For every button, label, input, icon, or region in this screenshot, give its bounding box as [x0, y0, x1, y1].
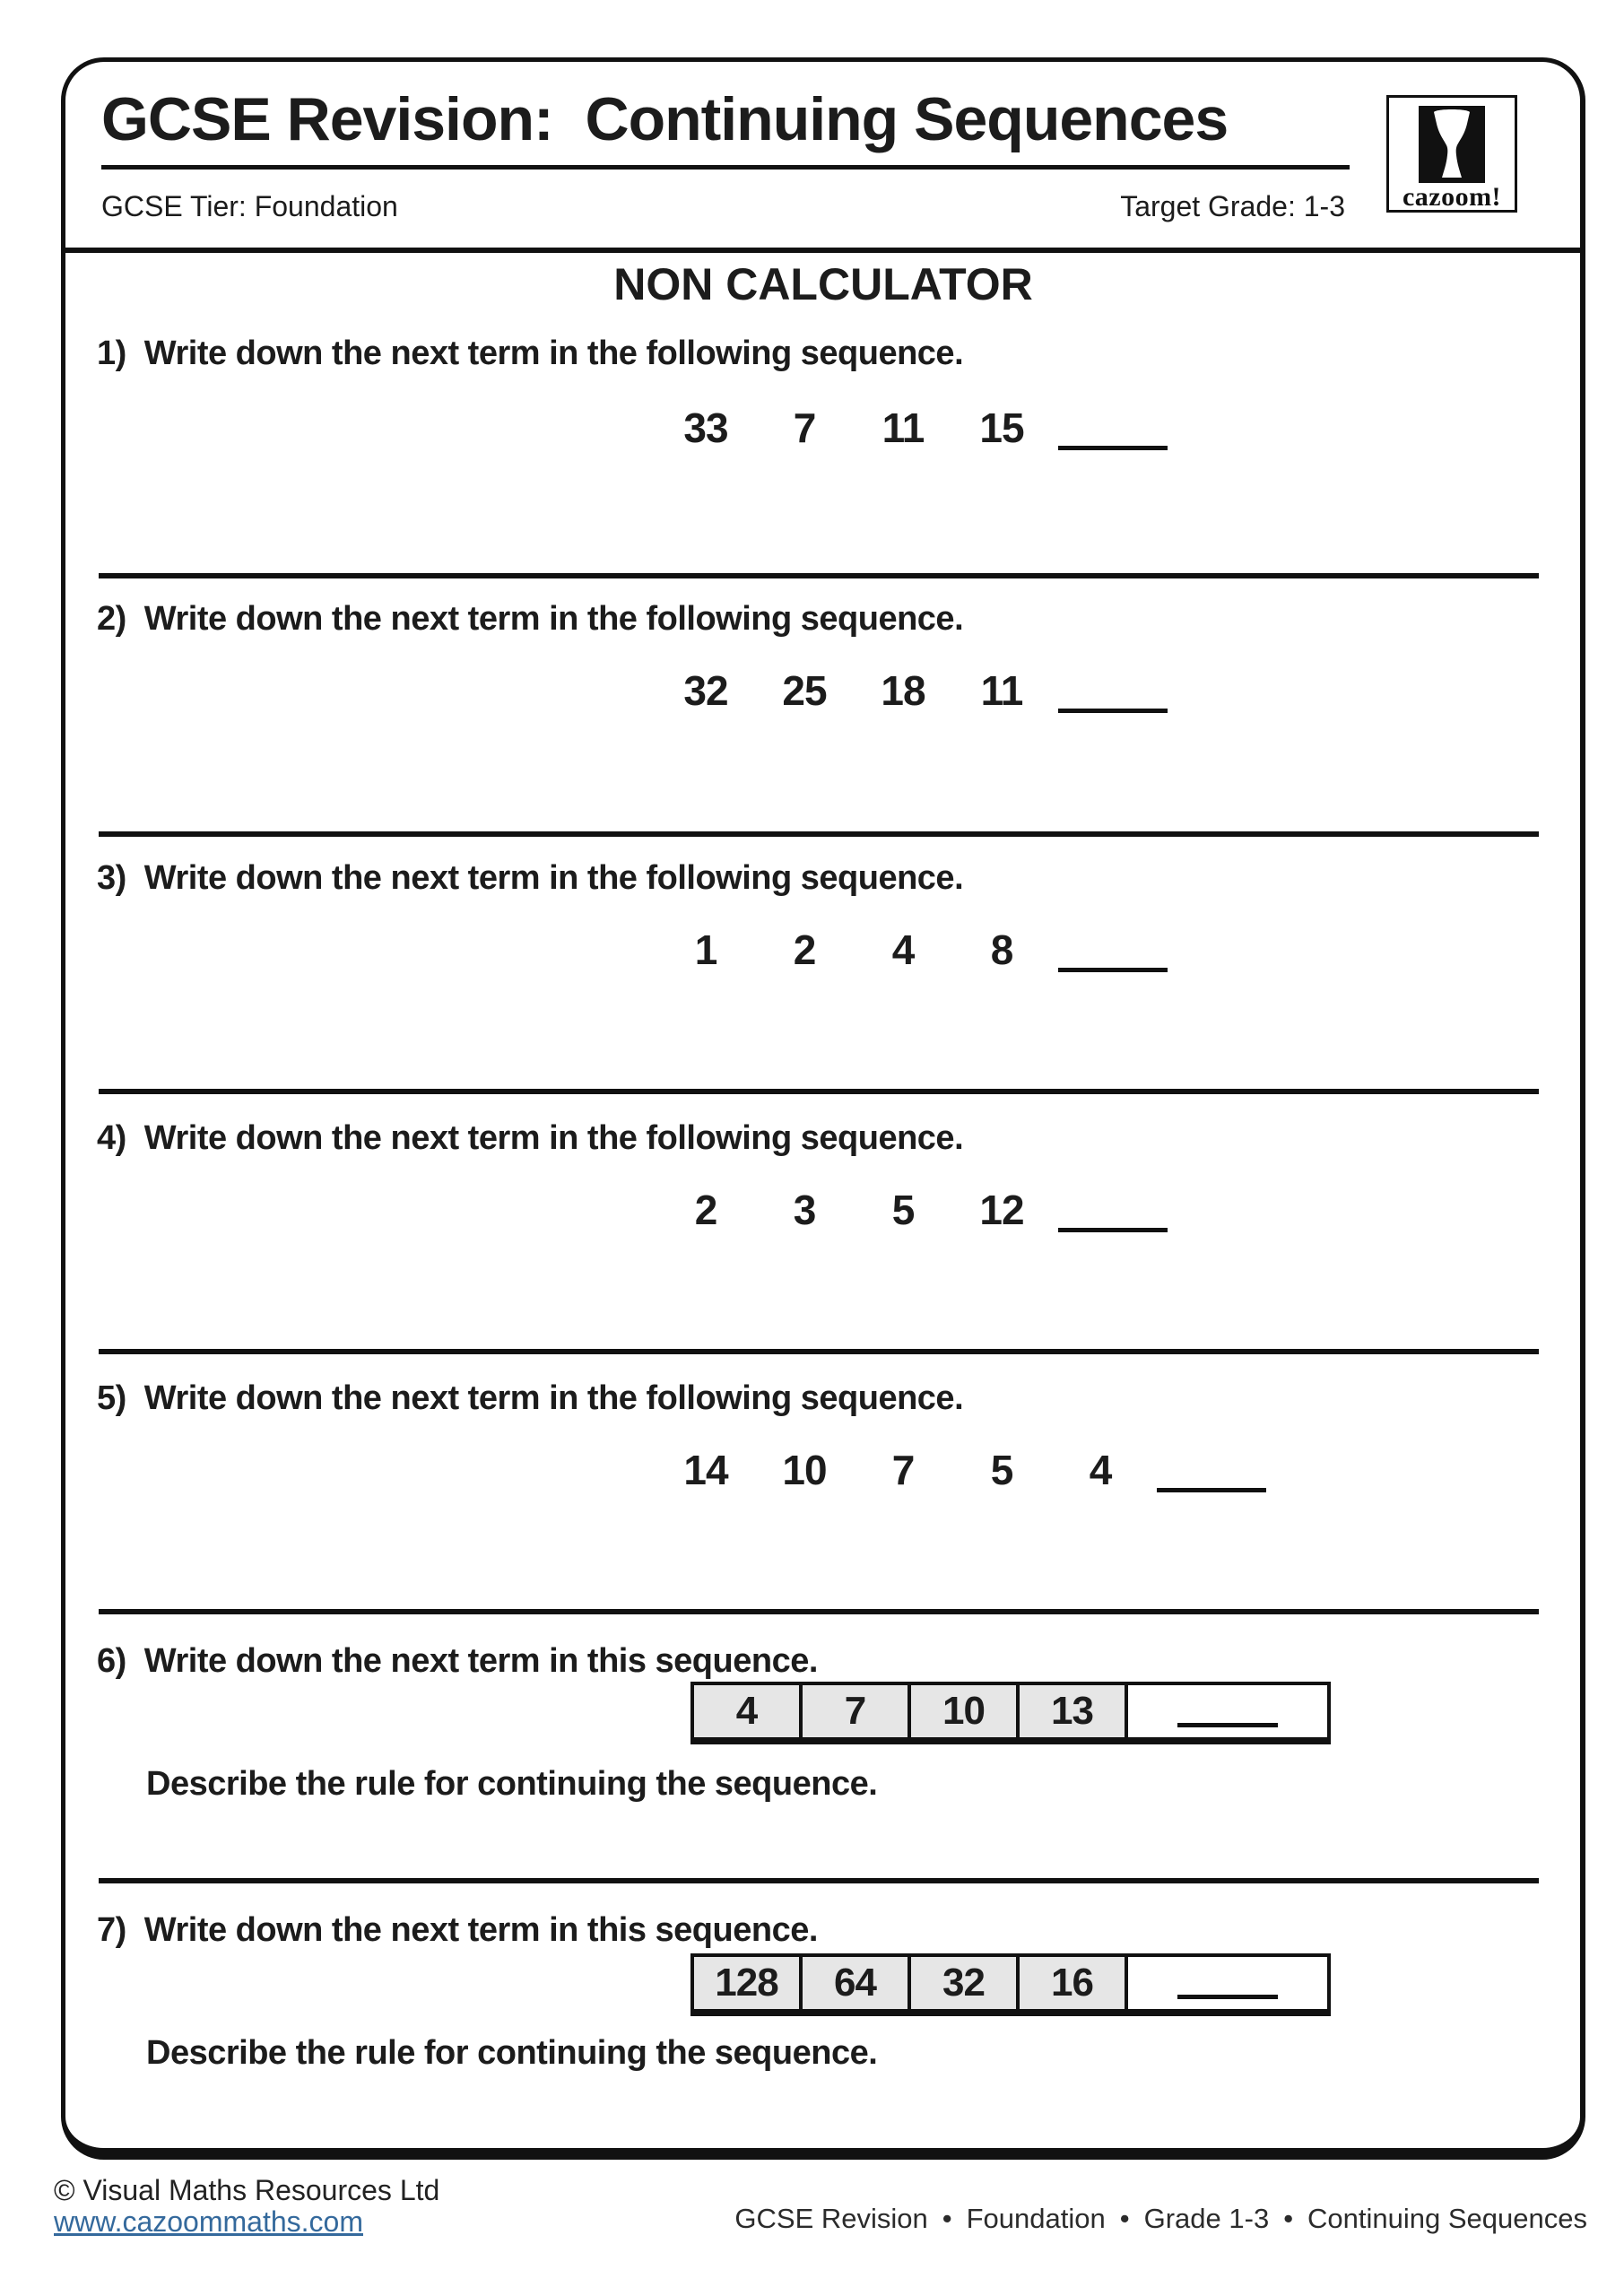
- sequence-term: 2: [793, 926, 816, 973]
- sequence-term: 14: [683, 1447, 728, 1493]
- question-prompt: Write down the next term in the following sequence.: [143, 335, 964, 372]
- logo-wordmark: cazoom!: [1402, 182, 1502, 212]
- question-4-sequence: [656, 1187, 1168, 1232]
- table-cell: 128: [694, 1957, 803, 2009]
- bullet-separator: •: [1119, 2203, 1130, 2234]
- table-cell: 16: [1020, 1957, 1128, 2009]
- answer-blank: [1058, 968, 1168, 972]
- question-prompt: Write down the next term in the following sequence.: [143, 1379, 964, 1417]
- table-cell: 32: [911, 1957, 1020, 2009]
- sequence-term: 7: [793, 404, 816, 451]
- table-answer-cell: [1128, 1957, 1327, 2009]
- sequence-term: 15: [979, 404, 1024, 451]
- sequence-term: 3: [793, 1187, 816, 1233]
- footer-item: GCSE Revision: [734, 2203, 928, 2234]
- question-3-sequence: [656, 927, 1168, 972]
- bullet-separator: •: [942, 2203, 952, 2234]
- bullet-separator: •: [1283, 2203, 1294, 2234]
- sequence-term: 10: [782, 1447, 827, 1493]
- table-answer-cell: [1128, 1685, 1327, 1737]
- sequence-term: 5: [990, 1447, 1013, 1493]
- worksheet-title: GCSE Revision: Continuing Sequences: [101, 85, 1229, 153]
- sequence-term: 11: [980, 667, 1023, 714]
- question-divider: [99, 1349, 1539, 1354]
- question-1-heading: [97, 334, 963, 373]
- question-6-sequence-table: [690, 1682, 1331, 1744]
- table-cell: 4: [694, 1685, 803, 1737]
- question-number: 6): [97, 1642, 126, 1680]
- question-number: 7): [97, 1911, 126, 1949]
- table-cell: 10: [911, 1685, 1020, 1737]
- question-number: 5): [97, 1379, 126, 1417]
- question-7-heading: [97, 1910, 818, 1950]
- sequence-term: 25: [782, 667, 827, 714]
- question-3-heading: [97, 858, 963, 898]
- question-divider: [99, 1089, 1539, 1094]
- footer-breadcrumb: [682, 2203, 1587, 2235]
- section-heading: NON CALCULATOR: [613, 259, 1033, 309]
- header-divider: [62, 248, 1585, 253]
- question-prompt: Write down the next term in this sequence.: [143, 1642, 818, 1680]
- table-cell: 7: [803, 1685, 911, 1737]
- target-grade-label: Target Grade: 1-3: [1120, 190, 1345, 222]
- question-prompt: Write down the next term in this sequence.: [143, 1911, 818, 1949]
- answer-blank: [1058, 709, 1168, 713]
- answer-blank: [1058, 446, 1168, 450]
- table-cell: 13: [1020, 1685, 1128, 1737]
- sequence-term: 12: [979, 1187, 1024, 1233]
- question-divider: [99, 1878, 1539, 1883]
- sequence-term: 11: [881, 404, 925, 451]
- question-6-heading: [97, 1641, 818, 1681]
- answer-blank: [1058, 1228, 1168, 1232]
- question-6-rule-prompt: Describe the rule for continuing the sequence.: [146, 1765, 878, 1803]
- question-divider: [99, 1609, 1539, 1614]
- sequence-term: 18: [881, 667, 925, 714]
- sequence-term: 1: [694, 926, 717, 973]
- question-2-heading: [97, 599, 963, 639]
- answer-blank: [1177, 1995, 1278, 1999]
- question-divider: [99, 573, 1539, 578]
- question-number: 1): [97, 335, 126, 372]
- copyright-text: © Visual Maths Resources Ltd: [54, 2174, 440, 2206]
- question-number: 2): [97, 600, 126, 638]
- cazoom-logo: [1386, 95, 1517, 213]
- footer-item: Continuing Sequences: [1307, 2203, 1587, 2234]
- question-4-heading: [97, 1118, 963, 1158]
- sequence-term: 4: [1089, 1447, 1112, 1493]
- sequence-term: 8: [990, 926, 1013, 973]
- question-number: 3): [97, 859, 126, 897]
- sequence-term: 7: [891, 1447, 915, 1493]
- footer-item: Foundation: [966, 2203, 1106, 2234]
- question-divider: [99, 831, 1539, 837]
- website-link[interactable]: www.cazoommaths.com: [54, 2205, 363, 2238]
- question-5-sequence: [656, 1448, 1266, 1492]
- sequence-term: 5: [891, 1187, 915, 1233]
- question-1-sequence: [656, 405, 1168, 450]
- answer-blank: [1177, 1723, 1278, 1727]
- footer-item: Grade 1-3: [1143, 2203, 1270, 2234]
- question-7-sequence-table: [690, 1953, 1331, 2016]
- question-2-sequence: [656, 668, 1168, 713]
- answer-blank: [1157, 1488, 1266, 1492]
- tier-label: GCSE Tier: Foundation: [101, 190, 398, 222]
- question-7-rule-prompt: Describe the rule for continuing the sequence.: [146, 2034, 878, 2072]
- sequence-term: 32: [683, 667, 728, 714]
- sequence-term: 2: [694, 1187, 717, 1233]
- title-underline: [101, 165, 1350, 170]
- sequence-term: 33: [683, 404, 728, 451]
- table-cell: 64: [803, 1957, 911, 2009]
- question-prompt: Write down the next term in the following sequence.: [143, 1119, 964, 1157]
- question-number: 4): [97, 1119, 126, 1157]
- question-prompt: Write down the next term in the following sequence.: [143, 600, 964, 638]
- question-5-heading: [97, 1378, 963, 1418]
- question-prompt: Write down the next term in the following sequence.: [143, 859, 964, 897]
- djembe-drum-icon: [1419, 106, 1485, 183]
- sequence-term: 4: [891, 926, 915, 973]
